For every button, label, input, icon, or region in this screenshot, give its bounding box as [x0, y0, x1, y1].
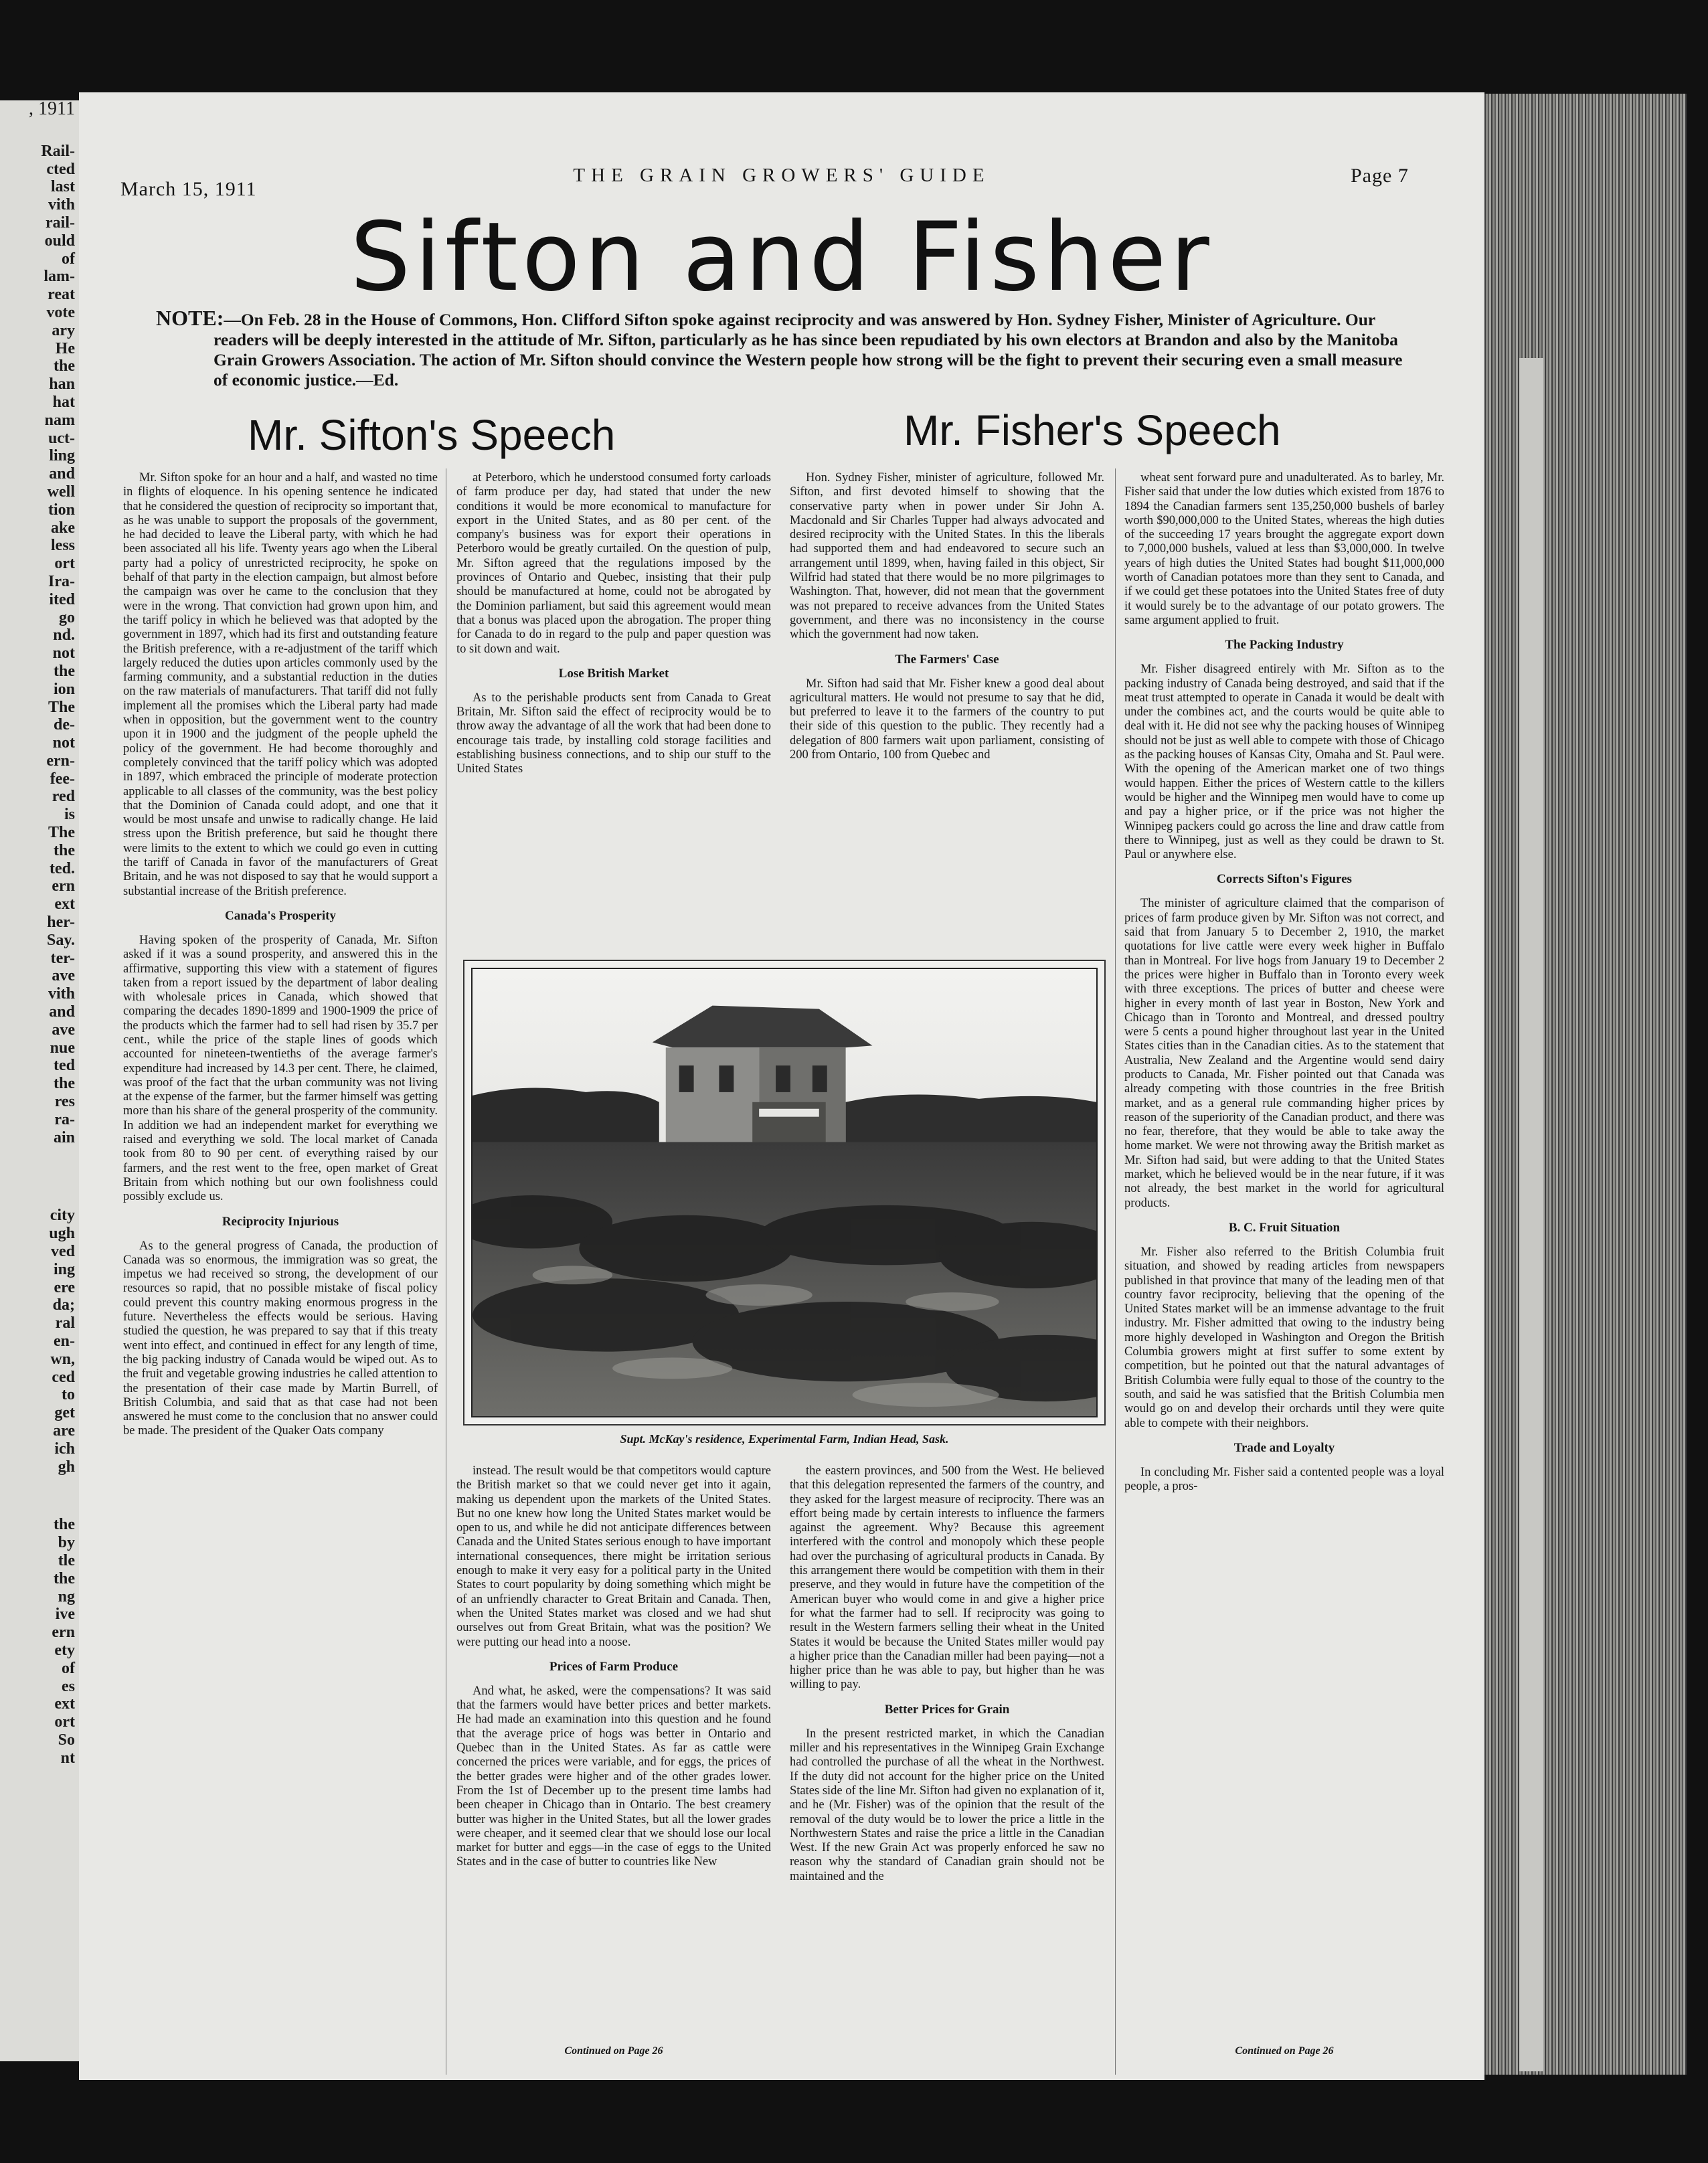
left-page-line-fragment: reat: [48, 286, 75, 304]
left-page-line-fragment: So: [58, 1731, 75, 1749]
left-page-line-fragment: hat: [52, 393, 75, 411]
sifton-column-1: [123, 471, 438, 1439]
paragraph: Mr. Sifton spoke for an hour and a half, and wasted no time in flights of eloquence. In his opening sentence he indicated that he considered the question of reciprocity so important that, as he was unable to support the proposals of the government, he had decided to leave the Liberal party, with which he had been associated all his life. Twenty years ago when the Liberal party had a policy of unrestricted reciprocity, he spoke on behalf of that party in the election campaign, but almost before the campaign was over he came to the conclusion that they were in the wrong. That conviction had grown upon him, and the tariff policy in which he believed was that adopted by the government in 1897, which had its first and outstanding feature the British preference, with a re-adjustment of the tariff which largely reduced the duties upon articles commonly used by the farming community, and a substantial reduction in the duties on the raw materials of manufacturers. That tariff did not fully implement all the promises which the Liberal party had made when in opposition, but the government went to the country upon it in 1900 and the judgment of the people upheld the policy of the government. He had become thoroughly and completely convinced that the tariff policy which was adopted in 1897, which embraced the principle of moderate protection applicable to all classes of the community, was the best policy that the Dominion of Canada could adopt, and one that it would be most unsafe and unwise to radically change. He laid stress upon the British preference, but said he thought there were limits to the extent to which we could go even in cutting the tariff of Canada in favor of the manufacturers of Great Britain, and he was not disposed to say that he would support a substantial increase of the British preference.: [123, 471, 438, 898]
left-page-line-fragment: ited: [49, 590, 75, 608]
paragraph: Mr. Fisher also referred to the British Columbia fruit situation, and showed by reading articles from newspapers published in that province that many of the leading men of that country favor reciprocity, believing that the opening of the United States market will be an immense advantage to the fruit industry. Mr. Fisher admitted that owing to the industry being more highly developed in Washington and Oregon the British Columbia growers might at first suffer to some extent by competition, but he pointed out that the natural advantages of British Columbia were fully equal to those of the country to the south, and said he was satisfied that the British Columbia men would go on and develop their orchards until they were quite able to compete with their neighbors.: [1124, 1245, 1444, 1430]
left-page-line-fragment: vith: [48, 985, 75, 1003]
left-page-lines-top: [0, 143, 79, 1147]
subheading: Corrects Sifton's Figures: [1217, 872, 1352, 887]
left-page-fragment: [0, 100, 79, 2061]
paragraph: Hon. Sydney Fisher, minister of agriculture, followed Mr. Sifton, and first devoted himself to showing that the conservative party when in power under Sir John A. Macdonald and Sir Charles Tupper had always advocated and desired reciprocity with the United States. In this the liberals had supported them and had endeavored to secure such an arrangement until 1899, when, having failed in this object, Sir Wilfrid had stated that there would be no more pilgrimages to Washington. That, however, did not mean that the government was not prepared to receive advances from the United States government, and there was no inconsistency in the course which the government had now taken.: [790, 471, 1104, 642]
left-page-line-fragment: ary: [52, 321, 75, 339]
left-page-line-fragment: ort: [54, 555, 75, 573]
left-page-line-fragment: ave: [52, 1021, 75, 1039]
left-page-line-fragment: ern: [52, 1624, 75, 1642]
left-page-line-fragment: ern-: [46, 752, 75, 770]
left-page-line-fragment: the: [54, 662, 75, 680]
left-page-line-fragment: da;: [52, 1296, 75, 1314]
house-photo: [471, 968, 1098, 1417]
left-page-line-fragment: The: [48, 824, 75, 842]
left-page-line-fragment: vote: [46, 303, 75, 321]
left-page-line-fragment: nd.: [53, 626, 75, 644]
issue-date: March 15, 1911: [120, 178, 257, 200]
left-page-line-fragment: lam-: [44, 268, 75, 286]
left-page-line-fragment: ould: [44, 232, 75, 250]
newspaper-page: [79, 92, 1484, 2080]
paragraph: at Peterboro, which he understood consumed forty carloads of farm produce per day, had stated that under the new conditions it would be more economical to manufacture for export in the United States, and as 80 per cent. of the company's business was for export their operations in Peterboro would be greatly curtailed. On the question of pulp, Mr. Sifton agreed that the regulations imposed by the provinces of Ontario and Quebec, insisting that their pulp should be manufactured at home, could not be abrogated by the Dominion parliament, but said this agreement would mean that a bonus was placed upon the abrogation. The proper thing for Canada to do in regard to the pulp and paper question was to sit down and wait.: [456, 471, 771, 656]
left-page-line-fragment: ter-: [50, 949, 75, 967]
paragraph: Mr. Sifton had said that Mr. Fisher knew a good deal about agricultural matters. He would not presume to say that he did, but preferred to leave it to the farmers of the country to put their side of this question to the public. They recently had a delegation of 800 farmers wait upon parliament, consisting of 200 from Ontario, 100 from Quebec and: [790, 677, 1104, 762]
sifton-speech-title: Mr. Sifton's Speech: [248, 411, 616, 459]
left-page-date: , 1911: [29, 100, 75, 119]
left-page-line-fragment: vith: [48, 196, 75, 214]
left-page-line-fragment: The: [48, 698, 75, 716]
left-page-line-fragment: well: [47, 483, 75, 501]
left-page-line-fragment: tion: [48, 501, 75, 519]
left-page-line-fragment: her-: [47, 914, 75, 932]
left-page-line-fragment: ich: [54, 1440, 75, 1458]
note-text: —On Feb. 28 in the House of Commons, Hon. Clifford Sifton spoke against reciprocity and was answered by Hon. Sydney Fisher, Minister of Agriculture. Our readers will be deeply interested in the attitude of Mr. Sifton, particularly as he has since been repudiated by his own electors at Brandon and also by the Manitoba Grain Growers Association. The action of Mr. Sifton should convince the Western people how strong will be the fight to prevent their securing even a small measure of economic justice.—Ed.: [214, 310, 1403, 390]
book-page-edges: [1484, 94, 1687, 2075]
subheading: Trade and Loyalty: [1233, 1440, 1335, 1455]
sifton-column-2-lower: [456, 1464, 771, 1870]
left-page-line-fragment: is: [64, 806, 75, 824]
left-page-line-fragment: ave: [52, 967, 75, 985]
paragraph: Mr. Fisher disagreed entirely with Mr. Sifton as to the packing industry of Canada being destroyed, and said that if the meat trust attempted to operate in Canada it would be dealt with under the combines act, and the courts would be quite able to deal with it. He did not see why the packing houses of Winnipeg should not be just as well able to compete with those of Chicago as the packing houses of Kansas City, Omaha and St. Paul were. With the opening of the American market one of two things would happen. Either the prices of Western cattle to the killers would be higher and the Winnipeg men would have to come up and pay a higher price, or if the price was not higher the Winnipeg packers could go across the line and draw cattle from there to Winnipeg, just as well as they could be drawn to St. Paul or anywhere else.: [1124, 663, 1444, 862]
paragraph: And what, he asked, were the compensations? It was said that the farmers would have better prices and better markets. He had made an examination into this question and he found that the average price of hogs was better in Ontario and Quebec than in the United States. As far as cattle were concerned the prices were variable, and for eggs, the prices of the better grades were higher and of the other grades lower. From the 1st of December up to the present time lambs had been cheaper in Chicago than in Ontario. The best creamery butter was higher in the United States, but all the lower grades were cheaper, and it seemed clear that we should lose our local market for butter and eggs—in the case of eggs to the United States and in the case of butter to countries like New: [456, 1684, 771, 1869]
left-page-line-fragment: ng: [58, 1587, 75, 1606]
left-page-line-fragment: rail-: [46, 213, 75, 232]
page-number: Page 7: [1351, 165, 1409, 187]
left-page-line-fragment: ive: [55, 1606, 75, 1624]
left-page-line-fragment: fee-: [50, 770, 75, 788]
left-page-line-fragment: ake: [51, 519, 75, 537]
left-page-line-fragment: cted: [46, 160, 75, 178]
left-page-line-fragment: de-: [54, 716, 75, 734]
fisher-column-3-upper: [790, 471, 1104, 762]
paragraph: Having spoken of the prosperity of Canada, Mr. Sifton asked if it was a sound prosperity, and answered this in the affirmative, supporting this view with a statement of figures taken from a report issued by the department of labor dealing with wholesale prices in Canada, which showed that comparing the decades 1890-1899 and 1900-1909 the price of the products which the farmer had to sell had risen by 35.7 per cent., while the price of the staple lines of goods which accounted for nineteen-twentieths of the average farmer's expenditure had increased by 14.3 per cent. There, he claimed, was proof of the fact that the urban community was not living at the expense of the farmer, but the farmer himself was getting more than his share of the general prosperity of the community. In addition we had an independent market for everything we raised and everything we sold. The local market of Canada took from 80 to 90 per cent. of everything raised by our farmers, and the rest went to the free, open market of Great Britain from which nothing but our own foolishness could possibly exclude us.: [123, 933, 438, 1204]
subheading: Reciprocity Injurious: [222, 1214, 339, 1229]
left-page-line-fragment: nue: [50, 1039, 75, 1057]
subheading: The Farmers' Case: [895, 652, 999, 667]
left-page-line-fragment: not: [52, 644, 75, 663]
paragraph: In the present restricted market, in which the Canadian miller and his representatives in the Winnipeg Grain Exchange had controlled the purchase of all the wheat in the Northwest. If the duty did not account for the higher price on the United States side of the line Mr. Sifton had given no explanation of it, and he (Mr. Fisher) was of the opinion that the result of the removal of the duty would be to lower the price a little in the Northwestern States and raise the price a little in the Canadian West. If the new Grain Act was properly enforced he saw no reason why the standard of Canadian grain should not be maintained and the: [790, 1727, 1104, 1883]
photo-caption: Supt. McKay's residence, Experimental Farm, Indian Head, Sask.: [620, 1432, 949, 1446]
left-page-line-fragment: res: [54, 1093, 75, 1111]
paragraph: wheat sent forward pure and unadulterated. As to barley, Mr. Fisher said that under the low duties which existed from 1876 to 1894 the Canadian farmers sent 135,250,000 bushels of barley worth $90,000,000 to the United States, whereas the high duties of the succeeding 17 years brought the aggregate export down to 7,000,000 bushels, valued at less than $3,000,000. In twelve years of high duties the United States had bought $11,000,000 worth of Canadian potatoes more than they sent to Canada, and if we could get these potatoes into the United States free of duty it would surely be to the advantage of our potato growers. The same argument applied to fruit.: [1124, 471, 1444, 627]
subheading: Better Prices for Grain: [884, 1702, 1010, 1717]
paragraph: In concluding Mr. Fisher said a contented people was a loyal people, a pros-: [1124, 1465, 1444, 1494]
left-page-line-fragment: nam: [44, 411, 75, 429]
left-page-line-fragment: ain: [53, 1128, 75, 1146]
left-page-lines-bottom: [0, 1207, 79, 1476]
paragraph: As to the general progress of Canada, the production of Canada was so enormous, the immigration was so great, the impetus we had received so strong, the development of our resources so rapid, that no possible mistake of fiscal policy could prevent this country making enormous progress in the future. Nevertheless the effects would be serious. Having studied the question, he was prepared to say that if this treaty went into effect, and continued in effect for any length of time, the big packing industry of Canada would be wiped out. As to the fruit and vegetable growing industries he called attention to the presentation of their case made by Martin Burrell, of British Columbia, and said that as that case had not been answered he must come to the conclusion that no answer could be made. The president of the Quaker Oats company: [123, 1239, 438, 1438]
left-page-line-fragment: of: [62, 1659, 75, 1677]
column-rule: [1115, 468, 1116, 2075]
left-page-line-fragment: He: [55, 339, 75, 357]
left-page-line-fragment: ern: [52, 877, 75, 895]
subheading: The Packing Industry: [1225, 638, 1344, 653]
left-page-line-fragment: to: [62, 1386, 75, 1404]
left-page-line-fragment: ext: [54, 895, 75, 914]
left-page-line-fragment: ing: [53, 1260, 75, 1278]
left-page-lines-end: [0, 1516, 79, 1767]
paragraph: the eastern provinces, and 500 from the West. He believed that this delegation represented the farmers of the country, and they asked for the largest measure of reciprocity. There was an effort being made by certain interests to influence the farmers against the agreement. Why? Because this agreement interfered with the control and monopoly which these people had over the purchasing of agricultural products in Canada. By this arrangement there would be competition with them in their preserve, and they would in future have the competition of the American buyer who would come in and give a higher price for what the farmer had to sell. If reciprocity was going to result in the Western farmers selling their wheat in the United States it would be because the United States miller would pay a higher price than the Canadian miller had been paying—not a higher price than he was able to pay, but higher than he was willing to pay.: [790, 1464, 1104, 1692]
left-page-line-fragment: and: [49, 1003, 75, 1021]
left-page-line-fragment: nt: [60, 1749, 75, 1767]
left-page-line-fragment: ra-: [54, 1110, 75, 1128]
left-page-line-fragment: ere: [54, 1278, 75, 1296]
left-page-line-fragment: red: [52, 788, 75, 806]
left-page-line-fragment: ety: [54, 1641, 75, 1659]
subheading: B. C. Fruit Situation: [1228, 1220, 1341, 1235]
left-page-line-fragment: the: [54, 1516, 75, 1534]
left-page-line-fragment: city: [50, 1207, 75, 1225]
left-page-line-fragment: last: [51, 178, 75, 196]
left-page-line-fragment: ugh: [49, 1225, 75, 1243]
left-page-line-fragment: the: [54, 1075, 75, 1093]
left-page-line-fragment: uct-: [48, 429, 75, 447]
editor-note: [156, 308, 1414, 390]
left-page-line-fragment: of: [62, 250, 75, 268]
left-page-line-fragment: ling: [49, 447, 75, 465]
left-page-line-fragment: wn,: [50, 1350, 75, 1368]
left-page-line-fragment: ort: [54, 1713, 75, 1731]
page-title: Sifton and Fisher: [350, 202, 1213, 313]
masthead: THE GRAIN GROWERS' GUIDE: [573, 165, 991, 186]
left-page-line-fragment: ved: [51, 1243, 75, 1261]
left-page-line-fragment: gh: [58, 1458, 75, 1476]
note-label: NOTE:: [156, 306, 224, 330]
left-page-line-fragment: not: [52, 734, 75, 752]
left-page-line-fragment: ted.: [50, 859, 75, 877]
left-page-line-fragment: ext: [54, 1695, 75, 1713]
left-page-line-fragment: Say.: [46, 931, 75, 949]
left-page-line-fragment: es: [62, 1677, 75, 1695]
left-page-line-fragment: han: [49, 375, 75, 394]
fisher-speech-title: Mr. Fisher's Speech: [904, 406, 1281, 454]
left-page-line-fragment: the: [54, 1569, 75, 1587]
page-edge-highlight: [1519, 358, 1543, 2071]
left-page-line-fragment: the: [54, 357, 75, 375]
paragraph: instead. The result would be that competitors would capture the British market so that we could never get into it again, making us dependent upon the markets of the United States. But no one knew how long the United States market would be open to us, and while he did not anticipate differences between Canada and the United States serious enough to have important international consequences, there might be irritation serious enough to make it very easy for a political party in the United States to court popularity by doing something which might be of an unfriendly character to Great Britain and Canada. Then, when the United States market was closed and we had shut ourselves out from Great Britain, what was the position? We were putting our head into a noose.: [456, 1464, 771, 1649]
left-page-line-fragment: by: [58, 1534, 75, 1552]
continued-on-page-link[interactable]: Continued on Page 26: [564, 2045, 663, 2057]
subheading: Canada's Prosperity: [225, 908, 336, 923]
left-page-line-fragment: get: [54, 1404, 75, 1422]
left-page-line-fragment: are: [53, 1421, 75, 1440]
continued-on-page-link[interactable]: Continued on Page 26: [1235, 2045, 1334, 2057]
left-page-line-fragment: en-: [54, 1332, 75, 1350]
left-page-line-fragment: ion: [53, 680, 75, 698]
fisher-column-3-lower: [790, 1464, 1104, 1884]
paragraph: The minister of agriculture claimed that the comparison of prices of farm produce given by Mr. Sifton was not correct, and said that from January 5 to December 2, 1910, the market quotations for live cattle were every week higher in Buffalo than in Montreal. For live hogs from January 19 to December 2 the prices were higher in Buffalo than in Toronto every week with three exceptions. The prices of butter and cheese were higher in every month of last year in Boston, New York and Chicago than in Toronto and Montreal, and dressed poultry were 5 cents a pound higher throughout last year in the United States cities than in the Canadian cities. As to the statement that Australia, New Zealand and the Argentine would send dairy products to Canada, Mr. Fisher pointed out that Canada was already competing with those countries in the free British market, and as a general rule commanding higher prices by reason of the superiority of the Canadian product, and there was no fear, therefore, that they would be able to take away the home market. We were not throwing away the British market as Mr. Sifton had said, but were adding to that the United States market, which he believed would be in the near future, if it was not already, the best market in the world for agricultural products.: [1124, 897, 1444, 1210]
paragraph: As to the perishable products sent from Canada to Great Britain, Mr. Sifton said the effect of reciprocity would be to throw away the advantage of all the work that had been done to encourage tais trade, by installing cold storage facilities and establishing business connections, and to ship our stuff to the United States: [456, 691, 771, 776]
left-page-line-fragment: tle: [58, 1551, 75, 1569]
left-page-line-fragment: less: [51, 537, 75, 555]
left-page-line-fragment: the: [54, 841, 75, 859]
left-page-line-fragment: ted: [54, 1057, 75, 1075]
subheading: Lose British Market: [558, 666, 669, 681]
left-page-line-fragment: Ira-: [48, 572, 75, 590]
left-page-line-fragment: ced: [52, 1368, 75, 1386]
left-page-line-fragment: ral: [55, 1314, 75, 1332]
photo-frame: [463, 960, 1106, 1425]
left-page-line-fragment: and: [49, 465, 75, 483]
left-page-line-fragment: go: [59, 608, 75, 626]
fisher-column-4: [1124, 471, 1444, 1494]
sifton-column-2-upper: [456, 471, 771, 777]
left-page-line-fragment: Rail-: [41, 142, 75, 160]
subheading: Prices of Farm Produce: [549, 1659, 679, 1674]
